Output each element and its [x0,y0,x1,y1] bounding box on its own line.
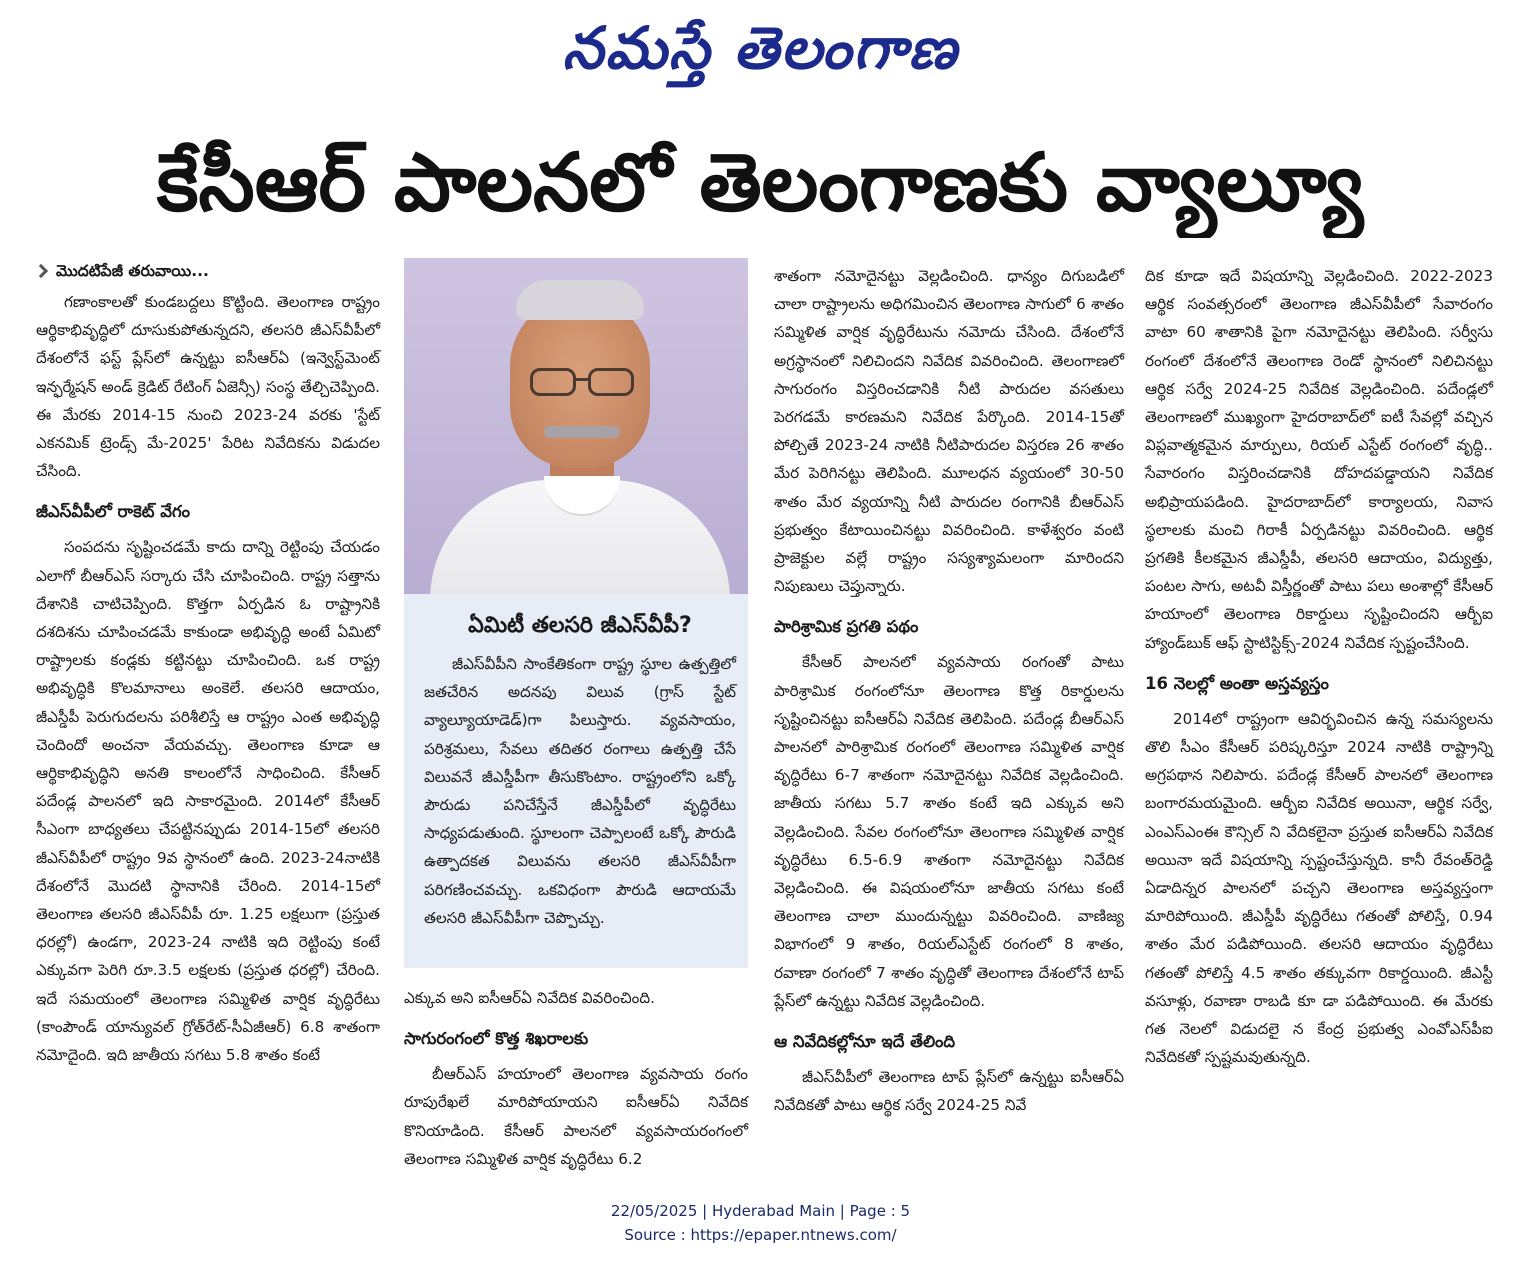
article-column-2 [404,984,748,1173]
continuation-text: మొదటిపేజీ తరువాయి... [56,262,209,280]
article-column-4 [1145,262,1493,1071]
subheading: 16 నెలల్లో అంతా అస్తవ్యస్తం [1145,673,1329,693]
paragraph: కేసీఆర్‌ పాలనలో వ్యవసాయ రంగంతో పాటు పారిశ్రామిక రంగంలోనూ తెలంగాణ కొత్త రికార్డులను సృష్టించినట్టు ఐసీఆర్‌ఏ నివేదిక తెలిపింది. పదేండ్ల బీఆర్‌ఎస్‌ పాలనలో పారిశ్రామిక రంగంలో తెలంగాణ సమ్మిళిత వార్షిక వృద్ధిరేటు 6-7 శాతంగా నమోదైనట్టు నివేదిక వెల్లడించింది. జాతీయ సగటు 5.7 శాతం కంటే ఇది ఎక్కువ అని వెల్లడించింది. సేవల రంగంలోనూ తెలంగాణ సమ్మిళిత వార్షిక వృద్ధిరేటు 6.5-6.9 శాతంగా నమోదైనట్టు నివేదిక వెల్లడించింది. ఈ విషయంలోనూ జాతీయ సగటు కంటే తెలంగాణ చాలా ముందున్నట్టు వివరించింది. వాణిజ్య విభాగంలో 9 శాతం, రియల్‌ఎస్టేట్‌ రంగంలో 8 శాతం, రవాణా రంగంలో 7 శాతం వృద్ధితో తెలంగాణ దేశంలోనే టాప్‌ ప్లేస్‌లో ఉన్నట్టు నివేదిక వెల్లడించింది. [774,653,1124,1010]
portrait-photo [404,258,748,594]
subheading: ఆ నివేదికల్లోనూ ఇదే తేలింది [774,1032,955,1052]
article-column-3 [774,262,1124,1119]
sidebar-box [404,594,748,968]
sidebar-body: జీఎస్‌వీపీని సాంకేతికంగా రాష్ట్ర స్థూల ఉత్పత్తిలో జతచేరిన అదనపు విలువ (గ్రాస్‌ స్టేట్‌ వ్యాల్యూయాడెడ్‌)గా పిలుస్తారు. వ్యవసాయం, పరిశ్రమలు, సేవలు తదితర రంగాలు ఉత్పత్తి చేసే విలువనే జీఎస్డీపీగా తీసుకొంటాం. రాష్ట్రంలోని ఒక్కో పౌరుడు పనిచేస్తేనే జీఎస్డీపీలో వృద్ధిరేటు సాధ్యపడుతుంది. స్థూలంగా చెప్పాలంటే ఒక్కో పౌరుడి ఉత్పాదకత విలువను తలసరి జీఎస్‌వీపీగా పరిగణించవచ్చు. ఒకవిధంగా పౌరుడి ఆదాయమే తలసరి జీఎస్‌వీపీగా చెప్పొచ్చు. [424,655,736,927]
paragraph: 2014లో రాష్ట్రంగా ఆవిర్భవించిన ఉన్న సమస్యలను తొలి సీఎం కేసీఆర్‌ పరిష్కరిస్తూ 2024 నాటికి రాష్ట్రాన్ని అగ్రపథాన నిలిపారు. పదేండ్ల కేసీఆర్‌ పాలనలో తెలంగాణ బంగారమయమైంది. ఆర్బీఐ నివేదిక అయినా, ఆర్థిక సర్వే, ఎంఎస్‌ఎంఈ కౌన్సిల్‌ ని వేదికలైనా ప్రస్తుత ఐసీఆర్‌ఏ నివేదిక అయినా ఇదే విషయాన్ని స్పష్టంచేస్తున్నది. కానీ రేవంత్‌రెడ్డి ఏడాదిన్నర పాలనలో పచ్చని తెలంగాణ అస్తవ్యస్తంగా మారిపోయింది. జీఎస్డీపీ వృద్ధిరేటు గతంతో పోలిస్తే, 0.94 శాతం మేర పడిపోయింది. తలసరి ఆదాయం వృద్ధిరేటు గతంతో పోలిస్తే 4.5 శాతం తక్కువగా రికార్డయింది. జీఎస్టీ వసూళ్లు, రవాణా రాబడి కూ డా పడిపోయింది. ఈ మేరకు గత నెలలో విడుదలై న కేంద్ర ప్రభుత్వ ఎంవోఎస్‌పీఐ నివేదికతో స్పష్టమవుతున్నది. [1145,709,1493,1067]
paragraph: శాతంగా నమోదైనట్టు వెల్లడించింది. ధాన్యం దిగుబడిలో చాలా రాష్ట్రాలను అధిగమించిన తెలంగాణ సాగులో 6 శాతం సమ్మిళిత వార్షిక వృద్ధిరేటును నమోదు చేసింది. దేశంలోనే అగ్రస్థానంలో నిలిచిందని నివేదిక వివరించింది. తెలంగాణలో సాగురంగం విస్తరించడానికి నీటి పారుదల వసతులు పెరగడమే కారణమని నివేదిక పేర్కొంది. 2014-15తో పోల్చితే 2023-24 నాటికి నీటిపారుదల విస్తరణ 26 శాతం మేర పెరిగినట్టు తెలిపింది. మూలధన వ్యయంలో 30-50 శాతం మేర వ్యయాన్ని నీటి పారుదల రంగానికి బీఆర్‌ఎస్‌ ప్రభుత్వం కేటాయించినట్టు వివరించింది. కాళేశ్వరం వంటి ప్రాజెక్టుల వల్లే రాష్ట్రం సస్యశ్యామలంగా మారిందని నిపుణులు చెప్తున్నారు. [774,267,1124,596]
masthead-logo: నమస్తే తెలంగాణ [562,14,959,82]
subheading: సాగురంగంలో కొత్త శిఖరాలకు [404,1029,589,1049]
footer-edition-info: 22/05/2025 | Hyderabad Main | Page : 5 [610,1202,911,1220]
subheading: పారిశ్రామిక ప్రగతి పథం [774,617,919,637]
continuation-label [36,258,380,284]
paragraph: బీఆర్‌ఎస్‌ హయాంలో తెలంగాణ వ్యవసాయ రంగం రూపురేఖలే మారిపోయాయని ఐసీఆర్‌ఏ నివేదిక కొనియాడింది. కేసీఆర్‌ పాలనలో వ్యవసాయరంగంలో తెలంగాణ సమ్మిళిత వార్షిక వృద్ధిరేటు 6.2 [404,1065,748,1168]
chevron-right-icon [34,264,48,278]
sidebar-title: ఏమిటీ తలసరి జీఎస్‌వీపీ? [468,613,692,638]
paragraph: ఎక్కువ అని ఐసీఆర్‌ఏ నివేదిక వివరించింది. [404,989,655,1007]
paragraph: జీఎస్‌వీపీలో తెలంగాణ టాప్‌ ప్లేస్‌లో ఉన్నట్టు ఐసీఆర్‌ఏ నివేదికతో పాటు ఆర్థిక సర్వే 2024-25 నివే [774,1068,1124,1115]
headline: కేసీఆర్‌ పాలనలో తెలంగాణకు వ్యాల్యూ [156,136,1364,229]
paragraph: దిక కూడా ఇదే విషయాన్ని వెల్లడించింది. 2022-2023 ఆర్థిక సంవత్సరంలో తెలంగాణ జీఎస్‌వీపీలో సేవారంగం వాటా 60 శాతానికి పైగా నమోదైనట్టు తెలిపింది. సర్వీసు రంగంలో దేశంలోనే తెలంగాణ రెండో స్థానంలో నిలిచినట్టు ఆర్థిక సర్వే 2024-25 నివేదిక వెల్లడించింది. పదేండ్లలో తెలంగాణలో ముఖ్యంగా హైదరాబాద్‌లో ఐటీ సేవల్లో వచ్చిన విప్లవాత్మకమైన మార్పులు, రియల్‌ ఎస్టేట్‌ రంగంలో వృద్ధి.. సేవారంగం విస్తరించడానికి దోహదపడ్డాయని నివేదిక అభిప్రాయపడింది. హైదరాబాద్‌లో కార్యాలయ, నివాస స్థలాలకు మంచి గిరాకీ ఏర్పడినట్టు వివరించింది. ఆర్థిక ప్రగతికి కీలకమైన జీఎస్డీపీ, తలసరి ఆదాయం, విద్యుత్తు, పంటల సాగు, అటవీ విస్తీర్ణంతో పాటు పలు అంశాల్లో కేసీఆర్‌ హయాంలో తెలంగాణ రికార్డులు సృష్టించిందని ఆర్బీఐ హ్యాండ్‌బుక్‌ ఆఫ్‌ స్టాటిస్టిక్స్‌-2024 నివేదిక స్పష్టంచేసింది. [1145,267,1493,652]
subheading: జీఎస్‌వీపీలో రాకెట్‌ వేగం [36,502,190,522]
article-column-1 [36,258,380,1069]
footer-source-link[interactable]: Source : https://epaper.ntnews.com/ [624,1226,897,1244]
paragraph: సంపదను సృష్టించడమే కాదు దాన్ని రెట్టింపు చేయడం ఎలాగో బీఆర్‌ఎస్‌ సర్కారు చేసి చూపించింది. రాష్ట్ర సత్తాను దేశానికి చాటిచెప్పింది. కొత్తగా ఏర్పడిన ఓ రాష్ట్రానికి దశదిశను చూపించడమే కాకుండా అభివృద్ధి అంటే ఏమిటో రాష్ట్రాలకు కండ్లకు కట్టినట్టు చూపించింది. ఒక రాష్ట్ర అభివృద్ధికి కొలమానాలు అంకెలే. తలసరి ఆదాయం, జీఎస్డీపీ పెరుగుదలను పరిశీలిస్తే ఆ రాష్ట్రం ఎంత అభివృద్ధి చెందిందో అంచనా వేయవచ్చు. తెలంగాణ కూడా ఆ ఆర్థికాభివృద్ధిని అనతి కాలంలోనే సాధించింది. కేసీఆర్‌ పదేండ్ల పాలనలో ఇది సాకారమైంది. 2014లో కేసీఆర్‌ సీఎంగా బాధ్యతలు చేపట్టినప్పుడు 2014-15లో తలసరి జీఎస్‌వీపీలో రాష్ట్రం 9వ స్థానంలో ఉంది. 2023-24నాటికి దేశంలోనే మొదటి స్థానానికి చేరింది. 2014-15లో తెలంగాణ తలసరి జీఎస్‌వీపీ రూ. 1.25 లక్షలుగా (ప్రస్తుత ధరల్లో) ఉండగా, 2023-24 నాటికి ఇది రెట్టింపు కంటే ఎక్కువగా పెరిగి రూ.3.5 లక్షలకు (ప్రస్తుత ధరల్లో) చేరింది. ఇదే సమయంలో తెలంగాణ సమ్మిళిత వార్షిక వృద్ధిరేటు (కాంపౌండ్‌ యాన్యువల్‌ గ్రోత్‌రేట్‌-సీఏజీఆర్‌) 6.8 శాతంగా నమోదైంది. ఇది జాతీయ సగటు 5.8 శాతం కంటే [36,538,380,1065]
paragraph: గణాంకాలతో కుండబద్దలు కొట్టింది. తెలంగాణ రాష్ట్రం ఆర్థికాభివృద్ధిలో దూసుకుపోతున్నదని, తలసరి జీఎస్‌వీపీలో దేశంలోనే ఫస్ట్‌ ప్లేస్‌లో ఉన్నట్టు ఐసీఆర్‌ఏ (ఇన్వెస్ట్‌మెంట్‌ ఇన్ఫర్మేషన్‌ అండ్‌ క్రెడిట్‌ రేటింగ్‌ ఏజెన్సీ) సంస్థ తేల్చిచెప్పింది. ఈ మేరకు 2014-15 నుంచి 2023-24 వరకు 'స్టేట్‌ ఎకనమిక్‌ ట్రెండ్స్‌ మే-2025' పేరిట నివేదికను విడుదల చేసింది. [36,293,380,481]
